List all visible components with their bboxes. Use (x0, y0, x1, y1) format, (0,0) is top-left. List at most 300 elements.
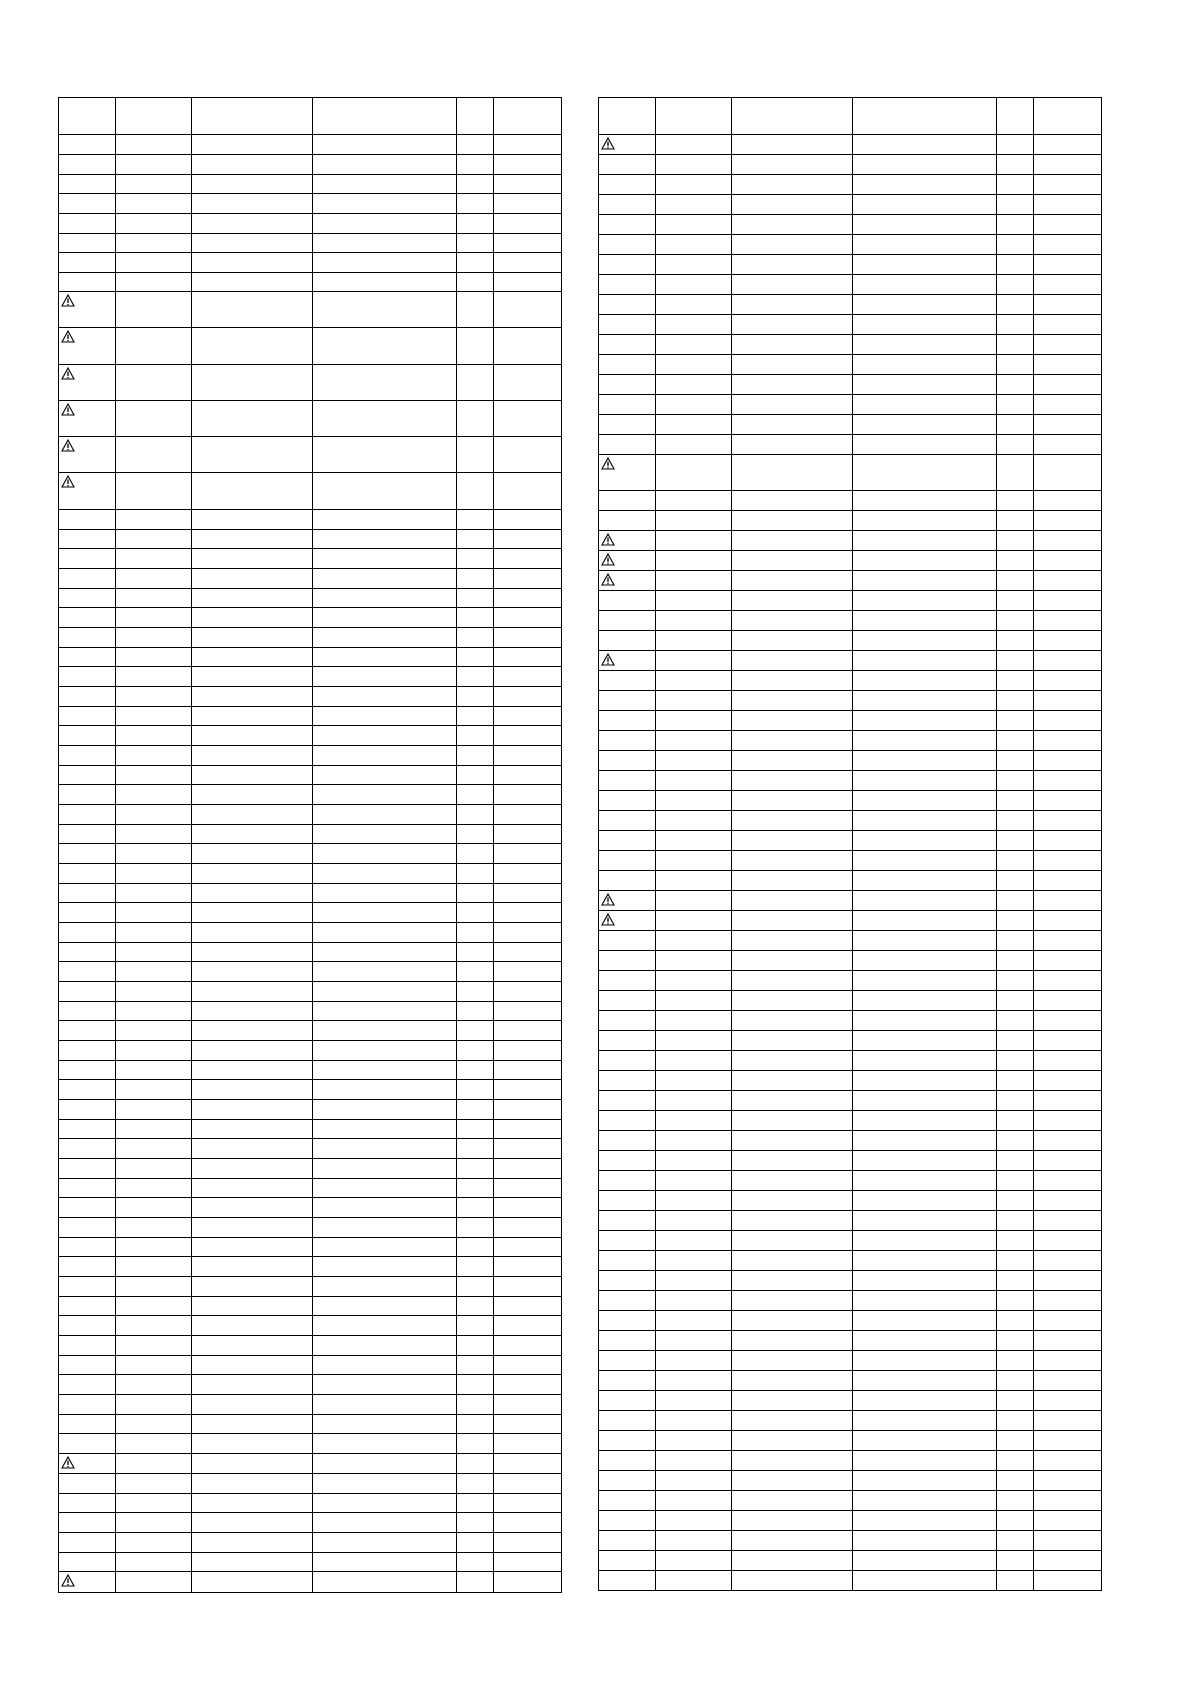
table-row (59, 687, 562, 707)
table-cell (599, 1531, 656, 1551)
table-cell (457, 1238, 494, 1257)
table-cell (599, 711, 656, 731)
table-cell (997, 1011, 1034, 1031)
table-cell (116, 175, 192, 194)
table-cell (853, 591, 997, 611)
table-cell (116, 135, 192, 155)
table-cell (116, 234, 192, 253)
table-cell (494, 1120, 562, 1139)
table-row (59, 1474, 562, 1494)
table-cell (997, 1151, 1034, 1171)
table-cell (599, 1511, 656, 1531)
table-cell (1034, 1411, 1102, 1431)
table-cell (599, 1171, 656, 1191)
table-cell (656, 531, 732, 551)
table-cell (494, 1553, 562, 1572)
table-cell (656, 1371, 732, 1391)
table-cell (457, 1218, 494, 1238)
table-cell (1034, 1551, 1102, 1571)
table-row (59, 884, 562, 903)
table-cell (494, 437, 562, 473)
table-row (59, 401, 562, 437)
table-cell (313, 1434, 457, 1454)
table-cell (599, 751, 656, 771)
table-cell (656, 1251, 732, 1271)
table-cell (599, 771, 656, 791)
table-cell (656, 1451, 732, 1471)
table-cell (656, 415, 732, 435)
table-cell (116, 628, 192, 648)
table-cell (59, 667, 116, 687)
table-cell (599, 551, 656, 571)
table-row (59, 1336, 562, 1356)
table-cell (457, 1572, 494, 1593)
warning-icon (601, 653, 615, 666)
table-cell (732, 1491, 853, 1511)
table-cell (116, 1238, 192, 1257)
table-cell (116, 1395, 192, 1415)
table-cell (1034, 991, 1102, 1011)
table-cell (192, 1179, 313, 1198)
table-cell (59, 687, 116, 707)
table-row (599, 435, 1102, 455)
table-cell (732, 215, 853, 235)
table-cell (116, 805, 192, 825)
table-cell (853, 1111, 997, 1131)
table-cell (732, 811, 853, 831)
table-cell (59, 962, 116, 982)
table-cell (656, 971, 732, 991)
table-cell (853, 951, 997, 971)
table-cell (192, 273, 313, 292)
table-cell (59, 1218, 116, 1238)
table-row (59, 962, 562, 982)
table-cell (457, 785, 494, 805)
table-cell (853, 631, 997, 651)
table-cell (997, 751, 1034, 771)
table-cell (656, 1511, 732, 1531)
table-cell (1034, 415, 1102, 435)
table-row (599, 1391, 1102, 1411)
warning-icon (601, 137, 615, 150)
table-cell (599, 931, 656, 951)
table-cell (59, 943, 116, 962)
table-cell (313, 1061, 457, 1080)
table-cell (853, 991, 997, 1011)
table-cell (1034, 1531, 1102, 1551)
table-cell (192, 805, 313, 825)
table-row (599, 871, 1102, 891)
table-row (599, 215, 1102, 235)
table-row (599, 631, 1102, 651)
table-cell (997, 671, 1034, 691)
table-cell (997, 491, 1034, 511)
table-cell (599, 1031, 656, 1051)
table-cell (457, 155, 494, 175)
table-cell (1034, 1011, 1102, 1031)
table-row (59, 234, 562, 253)
table-cell (59, 234, 116, 253)
table-cell (313, 1198, 457, 1218)
table-cell (59, 437, 116, 473)
table-cell (732, 375, 853, 395)
table-cell (313, 98, 457, 135)
table-cell (116, 766, 192, 785)
table-cell (1034, 1251, 1102, 1271)
table-cell (732, 1291, 853, 1311)
table-row (599, 1491, 1102, 1511)
table-cell (59, 273, 116, 292)
table-cell (853, 1311, 997, 1331)
table-cell (313, 569, 457, 589)
table-row (599, 711, 1102, 731)
table-cell (853, 751, 997, 771)
table-cell (494, 1159, 562, 1179)
table-cell (313, 844, 457, 864)
table-cell (853, 671, 997, 691)
table-cell (853, 1271, 997, 1291)
table-cell (599, 355, 656, 375)
table-cell (732, 911, 853, 931)
table-row (59, 1061, 562, 1080)
table-cell (656, 1051, 732, 1071)
table-cell (59, 98, 116, 135)
table-cell (192, 707, 313, 726)
table-cell (997, 651, 1034, 671)
table-cell (732, 1551, 853, 1571)
table-cell (997, 831, 1034, 851)
table-cell (732, 1391, 853, 1411)
table-cell (656, 1191, 732, 1211)
table-cell (494, 982, 562, 1002)
table-cell (656, 491, 732, 511)
table-cell (1034, 911, 1102, 931)
table-cell (494, 589, 562, 608)
table-cell (732, 1571, 853, 1591)
table-cell (457, 1356, 494, 1375)
table-row (599, 1031, 1102, 1051)
table-cell (59, 785, 116, 805)
table-cell (494, 1434, 562, 1454)
table-cell (997, 571, 1034, 591)
table-cell (1034, 491, 1102, 511)
table-cell (494, 628, 562, 648)
table-cell (457, 1474, 494, 1494)
table-cell (1034, 195, 1102, 215)
table-cell (997, 435, 1034, 455)
table-cell (457, 234, 494, 253)
table-cell (599, 511, 656, 531)
table-cell (997, 1491, 1034, 1511)
table-cell (59, 1198, 116, 1218)
table-cell (116, 273, 192, 292)
table-cell (732, 1351, 853, 1371)
table-row (59, 365, 562, 401)
table-cell (313, 510, 457, 530)
table-cell (599, 275, 656, 295)
table-cell (116, 510, 192, 530)
table-cell (853, 1371, 997, 1391)
table-cell (494, 1041, 562, 1061)
table-cell (116, 1356, 192, 1375)
table-cell (599, 571, 656, 591)
table-cell (853, 1391, 997, 1411)
table-row (59, 825, 562, 844)
table-cell (599, 1411, 656, 1431)
table-cell (494, 844, 562, 864)
table-cell (494, 194, 562, 214)
table-cell (599, 1371, 656, 1391)
table-cell (853, 971, 997, 991)
table-cell (656, 1031, 732, 1051)
table-cell (59, 1297, 116, 1316)
table-cell (1034, 871, 1102, 891)
table-cell (997, 1051, 1034, 1071)
table-cell (457, 569, 494, 589)
table-row (59, 943, 562, 962)
table-row (59, 194, 562, 214)
table-cell (599, 891, 656, 911)
table-cell (656, 215, 732, 235)
table-cell (599, 1211, 656, 1231)
table-cell (997, 691, 1034, 711)
table-cell (59, 805, 116, 825)
table-row (59, 273, 562, 292)
table-row (599, 1071, 1102, 1091)
table-cell (656, 355, 732, 375)
table-cell (457, 437, 494, 473)
table-cell (997, 455, 1034, 491)
table-cell (1034, 711, 1102, 731)
table-cell (853, 375, 997, 395)
table-cell (59, 1336, 116, 1356)
table-row (59, 155, 562, 175)
table-cell (599, 1231, 656, 1251)
table-cell (59, 1238, 116, 1257)
table-cell (116, 1041, 192, 1061)
table-cell (656, 315, 732, 335)
table-row (59, 628, 562, 648)
table-cell (116, 401, 192, 437)
table-cell (494, 214, 562, 234)
table-cell (997, 951, 1034, 971)
table-cell (656, 1491, 732, 1511)
table-cell (656, 631, 732, 651)
table-cell (494, 365, 562, 401)
table-cell (116, 1572, 192, 1593)
table-cell (457, 648, 494, 667)
table-cell (656, 871, 732, 891)
table-cell (997, 135, 1034, 155)
table-cell (997, 195, 1034, 215)
table-cell (192, 155, 313, 175)
table-cell (59, 328, 116, 365)
table-cell (599, 1331, 656, 1351)
table-cell (313, 530, 457, 549)
table-cell (313, 982, 457, 1002)
table-cell (853, 455, 997, 491)
table-cell (997, 531, 1034, 551)
table-cell (997, 871, 1034, 891)
table-cell (116, 589, 192, 608)
table-row (599, 135, 1102, 155)
table-cell (732, 1471, 853, 1491)
table-cell (997, 235, 1034, 255)
table-cell (656, 551, 732, 571)
table-cell (997, 295, 1034, 315)
table-cell (997, 1391, 1034, 1411)
table-cell (192, 923, 313, 943)
table-cell (192, 365, 313, 401)
table-cell (59, 903, 116, 923)
table-cell (599, 691, 656, 711)
table-cell (1034, 591, 1102, 611)
table-cell (313, 962, 457, 982)
table-cell (853, 871, 997, 891)
table-cell (1034, 1491, 1102, 1511)
table-cell (192, 1494, 313, 1513)
table-cell (997, 971, 1034, 991)
table-cell (997, 1551, 1034, 1571)
table-cell (494, 135, 562, 155)
table-cell (853, 155, 997, 175)
table-cell (1034, 375, 1102, 395)
table-cell (457, 1297, 494, 1316)
table-cell (116, 746, 192, 766)
table-cell (656, 135, 732, 155)
warning-icon (601, 553, 615, 566)
table-cell (494, 1257, 562, 1277)
warning-icon (601, 573, 615, 586)
table-cell (732, 455, 853, 491)
table-cell (192, 437, 313, 473)
table-cell (732, 991, 853, 1011)
table-cell (313, 1159, 457, 1179)
table-cell (59, 1021, 116, 1041)
table-cell (1034, 1451, 1102, 1471)
table-cell (457, 884, 494, 903)
table-cell (599, 651, 656, 671)
table-cell (313, 1474, 457, 1494)
table-cell (732, 1431, 853, 1451)
table-row (599, 335, 1102, 355)
table-cell (853, 175, 997, 195)
table-cell (997, 1271, 1034, 1291)
table-cell (732, 1311, 853, 1331)
table-cell (313, 903, 457, 923)
table-cell (656, 711, 732, 731)
table-cell (599, 1351, 656, 1371)
table-cell (116, 707, 192, 726)
table-cell (853, 1251, 997, 1271)
table-cell (59, 473, 116, 510)
table-cell (732, 1531, 853, 1551)
table-cell (599, 215, 656, 235)
table-row (599, 731, 1102, 751)
table-cell (599, 951, 656, 971)
table-cell (116, 844, 192, 864)
table-cell (494, 273, 562, 292)
table-cell (732, 435, 853, 455)
table-cell (59, 648, 116, 667)
table-cell (732, 971, 853, 991)
table-cell (313, 943, 457, 962)
table-cell (732, 871, 853, 891)
table-row (59, 1395, 562, 1415)
table-cell (494, 1375, 562, 1395)
table-cell (192, 962, 313, 982)
table-cell (656, 771, 732, 791)
table-cell (853, 1551, 997, 1571)
table-cell (656, 1351, 732, 1371)
table-cell (1034, 1291, 1102, 1311)
table-cell (494, 234, 562, 253)
table-row (59, 569, 562, 589)
table-cell (732, 1271, 853, 1291)
table-cell (1034, 155, 1102, 175)
table-cell (192, 1316, 313, 1336)
table-cell (1034, 315, 1102, 335)
table-cell (59, 365, 116, 401)
table-cell (997, 1431, 1034, 1451)
table-cell (313, 1120, 457, 1139)
table-cell (313, 1179, 457, 1198)
table-cell (116, 1080, 192, 1100)
table-row (59, 982, 562, 1002)
table-row (599, 591, 1102, 611)
table-row (599, 455, 1102, 491)
table-cell (997, 275, 1034, 295)
table-cell (656, 951, 732, 971)
table-cell (192, 648, 313, 667)
table-cell (59, 1533, 116, 1553)
table-cell (656, 1171, 732, 1191)
table-cell (116, 785, 192, 805)
table-cell (457, 1159, 494, 1179)
table-cell (313, 1021, 457, 1041)
table-cell (656, 691, 732, 711)
table-cell (997, 1351, 1034, 1371)
table-cell (59, 1041, 116, 1061)
table-cell (853, 1571, 997, 1591)
table-cell (59, 1454, 116, 1474)
table-cell (732, 491, 853, 511)
table-cell (997, 771, 1034, 791)
table-cell (1034, 1191, 1102, 1211)
table-cell (192, 608, 313, 628)
table-cell (1034, 791, 1102, 811)
table-cell (192, 1041, 313, 1061)
table-cell (599, 1491, 656, 1511)
table-cell (599, 455, 656, 491)
table-cell (494, 1454, 562, 1474)
table-cell (192, 884, 313, 903)
table-cell (494, 962, 562, 982)
table-cell (457, 589, 494, 608)
table-cell (853, 215, 997, 235)
table-cell (1034, 571, 1102, 591)
table-cell (313, 1238, 457, 1257)
warning-icon (601, 533, 615, 546)
table-cell (192, 135, 313, 155)
table-cell (116, 1021, 192, 1041)
table-cell (1034, 671, 1102, 691)
table-cell (116, 864, 192, 884)
table-cell (59, 1061, 116, 1080)
table-cell (599, 1271, 656, 1291)
table-cell (656, 275, 732, 295)
table-cell (59, 628, 116, 648)
